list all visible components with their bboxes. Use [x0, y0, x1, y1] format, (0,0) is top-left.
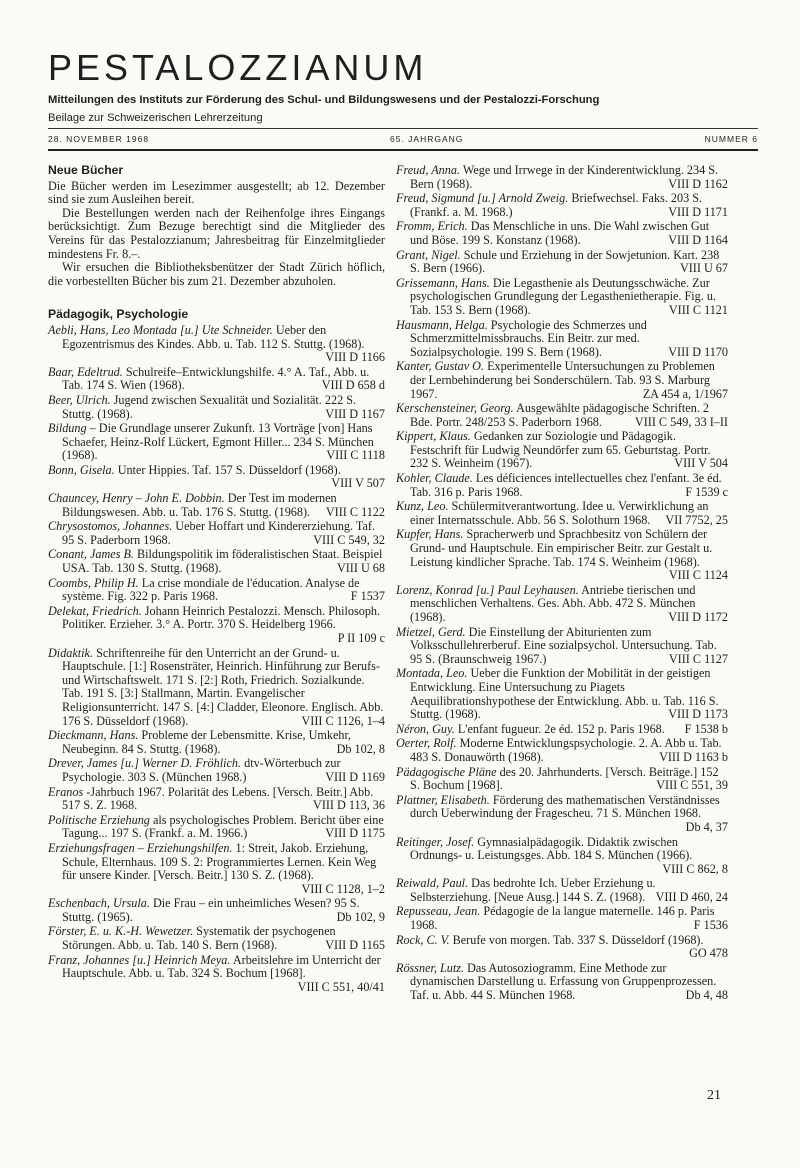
entry-text: Bildungspolitik im föderalistischen Staat. Beispiel USA. Tab. 130 S. Stuttg. (1968). [62, 547, 383, 576]
bibliography-entry [396, 319, 728, 360]
entry-shelfmark: VIII C 549, 32 [313, 532, 385, 547]
entry-shelfmark: VIII C 1121 [668, 302, 728, 317]
bibliography-entry [396, 277, 728, 318]
bibliography-entry [48, 492, 385, 519]
entry-text: Probleme der Lebensmitte. Krise, Umkehr, Neubeginn. 84 S. Stuttg. (1968). [62, 728, 352, 756]
entry-text: L'enfant fugueur. 2e éd. 152 p. Paris 1968. [457, 721, 665, 736]
bibliography-entry [48, 757, 385, 784]
bibliography-entry [48, 786, 385, 813]
new-books-heading: Neue Bücher [48, 163, 124, 177]
bibliography-entry [48, 647, 385, 729]
entry-text: Johann Heinrich Pestalozzi. Mensch. Philosoph. Politiker. Erzieher. 3.° A. Portr. 370 S. Heidelberg 1966. [62, 603, 381, 632]
entry-text: Die Frau – ein unheimliches Wesen? 95 S. Stuttg. (1965). [62, 896, 360, 924]
entry-shelfmark: P II 109 c [337, 631, 385, 645]
entry-author: Bonn, Gisela. [48, 462, 115, 477]
entry-author: Chrysostomos, Johannes. [48, 519, 173, 534]
entry-shelfmark: VIII D 460, 24 [655, 889, 728, 904]
entry-author: Franz, Johannes [u.] Heinrich Meya. [48, 952, 231, 967]
entry-shelfmark: VIII C 1127 [668, 651, 728, 666]
entry-text: – Die Grundlage unserer Zukunft. 13 Vorträge [von] Hans Schaefer, Heinz-Rolf Lückert, Egmont Hiller... 234 S. München (1968). [62, 421, 374, 463]
entry-author: Aebli, Hans, Leo Montada [u.] Ute Schneider. [48, 322, 273, 337]
bibliography-entry [48, 814, 385, 841]
journal-supplement: Beilage zur Schweizerischen Lehrerzeitung [48, 112, 263, 124]
entry-shelfmark: VIII D 1166 [325, 350, 385, 365]
entry-shelfmark: VIII D 1173 [668, 707, 728, 722]
entry-author: Néron, Guy. [396, 721, 455, 736]
bibliography-entry [48, 324, 385, 365]
left-entry-list [48, 324, 385, 995]
entry-author: Reiwald, Paul. [396, 876, 469, 891]
entry-shelfmark: VIII C 1122 [325, 504, 385, 519]
entry-text: Jugend zwischen Sexualität und Sozialität. 222 S. Stuttg. (1968). [62, 392, 357, 421]
entry-text: Arbeitslehre im Unterricht der Hauptschule. Abb. u. Tab. 324 S. Bochum [1968]. [62, 952, 381, 981]
entry-author: Reitinger, Josef. [396, 834, 475, 849]
entry-shelfmark: VIII D 1172 [668, 610, 728, 624]
entry-text: Schule und Erziehung in der Sowjetunion. Kart. 238 S. Bern (1966). [410, 247, 720, 276]
bibliography-entry [396, 528, 728, 582]
entry-author: Lorenz, Konrad [u.] Paul Leyhausen. [396, 582, 579, 597]
entry-author: Rössner, Lutz. [396, 960, 465, 975]
entry-author: Drever, James [u.] Werner D. Fröhlich. [48, 756, 242, 771]
entry-author: Baar, Edeltrud. [48, 364, 123, 379]
bibliography-entry [48, 366, 385, 393]
bibliography-entry [396, 934, 728, 961]
entry-text: Ueber den Egozentrismus des Kindes. Abb. u. Tab. 112 S. Stuttg. (1968). [62, 322, 365, 351]
entry-text: Spracherwerb und Sprachbesitz von Schülern der Grund- und Hauptschule. Ein empirischer Beitr. zur Gestalt u. Leistung kindlicher Sprache. Tab. 174 S. Weinheim (1968). [410, 527, 713, 569]
entry-text: dtv-Wörterbuch zur Psychologie. 303 S. (München 1968.) [62, 756, 341, 784]
entry-text: Psychologie des Schmerzes und Schmerzmittelmissbrauchs. Ein Beitr. zur med. Sozialpsychologie. 199 S. Bern (1968). [410, 317, 647, 359]
bibliography-entry [48, 605, 385, 646]
bibliography-entry [48, 394, 385, 421]
bibliography-entry [396, 962, 728, 1003]
bibliography-entry [396, 249, 728, 276]
entry-text: Ueber die Funktion der Mobilität in der geistigen Entwicklung. Eine Untersuchung zu Piagets Aequilibrationshypothese der Entwicklung. Abb. u. Tab. 116 S. Stuttg. (1968). [410, 666, 719, 722]
entry-text: Gymnasialpädagogik. Didaktik zwischen Ordnungs- u. Leistungsges. Abb. 184 S. München (1966). [410, 834, 693, 863]
entry-text: Berufe von morgen. Tab. 337 S. Düsseldorf (1968). [452, 932, 704, 947]
entry-author: Oerter, Rolf. [396, 736, 457, 751]
new-books-paragraph: Wir ersuchen die Bibliotheksbenützer der Stadt Zürich höflich, die vorbestellten Bücher bis zum 21. Dezember abzuholen. [48, 260, 385, 288]
bibliography-entry [396, 402, 728, 429]
entry-shelfmark: VIII D 1163 b [659, 749, 728, 764]
bibliography-entry [48, 548, 385, 575]
bibliography-entry [396, 500, 728, 527]
journal-title: PESTALOZZIANUM [48, 47, 428, 88]
entry-shelfmark: F 1536 [693, 918, 728, 933]
entry-shelfmark: VIII D 113, 36 [313, 798, 385, 813]
new-books-paragraph: Die Bestellungen werden nach der Reihenfolge ihres Eingangs berücksichtigt. Zum Bezuge berechtigt sind die Mitglieder des Vereins für das Pestalozzianum; Jahresbeitrag für Einzelmitglieder mindestens Fr. 8.–. [48, 205, 385, 261]
bibliography-entry [48, 729, 385, 756]
entry-author: Repusseau, Jean. [396, 904, 481, 919]
bibliography-entry [396, 723, 728, 737]
bibliography-entry [396, 737, 728, 764]
new-books-paragraph: Die Bücher werden im Lesezimmer ausgestellt; ab 12. Dezember sind sie zum Ausleihen bereit. [48, 178, 385, 207]
entry-author: Kupfer, Hans. [396, 527, 464, 542]
bibliography-entry [48, 925, 385, 952]
entry-shelfmark: VIII D 1170 [668, 344, 728, 359]
page-number: 21 [707, 1088, 721, 1103]
entry-shelfmark: Db 102, 8 [336, 741, 385, 756]
entry-text: des 20. Jahrhunderts. [Versch. Beiträge.] 152 S. Bochum [1968]. [410, 764, 719, 793]
bibliography-entry [396, 905, 728, 932]
entry-author: Montada, Leo. [396, 666, 468, 681]
bibliography-entry [48, 464, 385, 491]
bibliography-entry [396, 836, 728, 877]
entry-text: La crise mondiale de l'éducation. Analyse de système. Fig. 322 p. Paris 1968. [62, 575, 360, 604]
bibliography-entry [396, 626, 728, 667]
bibliography-entry [48, 842, 385, 896]
entry-shelfmark: VIII U 68 [336, 561, 385, 576]
issue-number: NUMMER 6 [704, 134, 758, 144]
entry-text: Unter Hippies. Taf. 157 S. Düsseldorf (1968). [117, 462, 341, 477]
entry-text: Das Menschliche in uns. Die Wahl zwischen Gut und Böse. 199 S. Konstanz (1968). [410, 219, 710, 247]
bibliography-entry [396, 360, 728, 401]
entry-author: Kohler, Claude. [396, 471, 473, 486]
entry-shelfmark: VIII C 551, 39 [656, 778, 728, 793]
bibliography-entry [396, 667, 728, 721]
entry-shelfmark: VIII C 551, 40/41 [297, 979, 385, 994]
entry-author: Kunz, Leo. [396, 499, 449, 514]
entry-author: Kippert, Klaus. [396, 429, 471, 444]
entry-author: Fromm, Erich. [396, 219, 468, 234]
entry-shelfmark: ZA 454 a, 1/1967 [642, 386, 728, 401]
entry-shelfmark: VIII D 1175 [325, 826, 385, 841]
entry-text: Ueber Hoffart und Kindererziehung. Taf. 95 S. Paderborn 1968. [62, 519, 376, 547]
entry-text: Das Autosoziogramm. Eine Methode zur dynamischen Darstellung u. Erfassung von Gruppenprozessen. Taf. u. Abb. 44 S. München 1968. [410, 960, 717, 1003]
entry-author: Pädagogische Pläne [396, 764, 497, 779]
right-entry-list [396, 164, 728, 1003]
entry-shelfmark: VIII C 1126, 1–4 [301, 713, 385, 728]
entry-text: Der Test im modernen Bildungswesen. Abb. u. Tab. 176 S. Stuttg. (1968). [62, 491, 337, 519]
right-column [396, 164, 728, 1004]
entry-text: Pédagogie de la langue maternelle. 146 p. Paris 1968. [410, 904, 715, 933]
entry-author: Kerschensteiner, Georg. [396, 401, 514, 416]
entry-shelfmark: Db 4, 37 [685, 819, 728, 834]
entry-shelfmark: Db 102, 9 [336, 909, 385, 924]
entry-author: Plattner, Elisabeth. [396, 792, 490, 807]
bibliography-entry [396, 584, 728, 625]
entry-author: Kanter, Gustav O. [396, 359, 485, 374]
entry-shelfmark: VIII D 1167 [325, 406, 385, 421]
entry-text: Schulreife–Entwicklungshilfe. 4.° A. Taf., Abb. u. Tab. 174 S. Wien (1968). [62, 364, 370, 393]
entry-shelfmark: VIII U 67 [679, 261, 728, 276]
entry-shelfmark: F 1537 [350, 589, 385, 604]
bibliography-entry [396, 794, 728, 835]
entry-author: Politische Erziehung [48, 812, 150, 827]
masthead [48, 48, 758, 124]
entry-shelfmark: VIII D 1169 [325, 769, 385, 784]
bibliography-entry [396, 877, 728, 904]
entry-author: Bildung [48, 421, 87, 436]
section-heading: Pädagogik, Psychologie [48, 307, 189, 322]
entry-author: Conant, James B. [48, 547, 134, 562]
bibliography-entry [396, 220, 728, 247]
issue-year: 65. JAHRGANG [390, 134, 464, 144]
entry-shelfmark: VIII D 1165 [325, 938, 385, 953]
entry-author: Mietzel, Gerd. [396, 624, 466, 639]
entry-text: Förderung des mathematischen Verständnisses durch Ueberwindung der Fragescheu. 71 S. München 1968. [410, 792, 720, 821]
bibliography-entry [48, 520, 385, 547]
entry-shelfmark: F 1539 c [685, 484, 728, 499]
entry-text: Experimentelle Untersuchungen zu Problemen der Lernbehinderung bei Sonderschülern. Tab. 93 S. Marburg 1967. [410, 359, 715, 401]
entry-shelfmark: VIII C 1128, 1–2 [301, 881, 385, 896]
entry-shelfmark: VIII C 549, 33 I–II [634, 414, 728, 429]
bibliography-entry [396, 430, 728, 471]
entry-author: Beer, Ulrich. [48, 392, 111, 407]
entry-shelfmark: VIII D 1162 [668, 176, 728, 191]
entry-text: Systematik der psychogenen Störungen. Abb. u. Tab. 140 S. Bern (1968). [62, 924, 336, 953]
entry-shelfmark: VIII D 1164 [668, 232, 728, 247]
entry-shelfmark: F 1538 b [684, 721, 728, 736]
bibliography-entry [396, 192, 728, 219]
entry-author: Didaktik. [48, 645, 94, 660]
entry-author: Chauncey, Henry – John E. Dobbin. [48, 491, 225, 506]
entry-text: Ausgewählte pädagogische Schriften. 2 Bde. Portr. 248/253 S. Paderborn 1968. [410, 401, 709, 429]
entry-shelfmark: VIII C 1118 [326, 448, 385, 463]
entry-text: Moderne Entwicklungspsychologie. 2. A. Abb u. Tab. 483 S. Donauwörth (1968). [410, 736, 722, 764]
bibliography-entry [48, 577, 385, 604]
entry-text: als psychologisches Problem. Bericht über eine Tagung... 197 S. (Frankf. a. M. 1966.) [62, 812, 384, 841]
entry-author: Grant, Nigel. [396, 247, 461, 262]
entry-author: Förster, E. u. K.-H. Wewetzer. [48, 924, 194, 939]
entry-shelfmark: VIII V 507 [331, 476, 385, 491]
entry-author: Eschenbach, Ursula. [48, 896, 150, 911]
entry-shelfmark: VIII C 1124 [668, 568, 728, 583]
entry-shelfmark: VIII D 658 d [321, 378, 385, 393]
entry-shelfmark: VIII C 862, 8 [662, 861, 728, 876]
entry-author: Dieckmann, Hans. [48, 728, 139, 743]
journal-subtitle: Mitteilungen des Instituts zur Förderung des Schul- und Bildungswesens und der Pestalozzi-Forschung [48, 94, 600, 106]
entry-author: Delekat, Friedrich. [48, 603, 142, 618]
entry-author: Erziehungsfragen – Erziehungshilfen. [48, 840, 233, 855]
entry-author: Hausmann, Helga. [396, 317, 488, 332]
entry-text: 1: Streit, Jakob. Erziehung, Schule, Elternhaus. 109 S. 2: Programmiertes Lernen. Kein Weg für unsere Kinder. [Versch. Beitr.] 130 S. Z. (1968). [62, 840, 377, 883]
entry-text: Les déficiences intellectuelles chez l'enfant. 3e éd. Tab. 316 p. Paris 1968. [410, 471, 722, 499]
entry-author: Rock, C. V. [396, 932, 450, 947]
bibliography-entry [48, 954, 385, 995]
entry-text: -Jahrbuch 1967. Polarität des Lebens. [Versch. Beitr.] Abb. 517 S. Z. 1968. [62, 784, 374, 813]
entry-text: Schülermitverantwortung. Idee u. Verwirklichung an einer Internatsschule. Abb. 56 S. Solothurn 1968. [410, 499, 709, 527]
entry-author: Grissemann, Hans. [396, 275, 490, 290]
issue-date: 28. NOVEMBER 1968 [48, 134, 150, 144]
entry-text: Briefwechsel. Faks. 203 S. (Frankf. a. M. 1968.) [410, 191, 703, 219]
entry-text: Die Einstellung der Abiturienten zum Volksschullehrerberuf. Eine sozialpsychol. Untersuchung. Tab. 95 S. (Braunschweig 1967.) [410, 624, 717, 666]
entry-author: Eranos [48, 784, 84, 799]
entry-shelfmark: VIII D 1171 [668, 204, 728, 219]
bibliography-entry [48, 897, 385, 924]
bibliography-entry [48, 422, 385, 463]
entry-shelfmark: GO 478 [689, 946, 728, 961]
entry-text: Die Legasthenie als Deutungsschwäche. Zur psychologischen Grundlegung der Legasthenietherapie. Fig. u. Tab. 153 S. Bern (1968). [410, 275, 716, 317]
entry-text: Gedanken zur Soziologie und Pädagogik. Festschrift für Ludwig Neundörfer zum 65. Geburtstag. Portr. 232 S. Weinheim (1967). [410, 429, 711, 471]
entry-text: Antriebe tierischen und menschlichen Verhaltens. Ges. Abh. Abb. 472 S. München (1968). [410, 582, 696, 624]
bibliography-entry [396, 472, 728, 499]
left-column [48, 164, 385, 995]
entry-author: Coombs, Philip H. [48, 575, 139, 590]
bibliography-entry [396, 164, 728, 191]
entry-text: Schriftenreihe für den Unterricht an der Grund- u. Hauptschule. [1:] Rosensträter, Heinrich. Hinführung zur Berufs- und Wirtschaftswelt. 171 S. [2:] Roth, Friedrich. Sozialkunde. Tab. 191 S. [3:] Stallmann, Martin. Evangelischer Religionsunterricht. 147 S. [4:] Cladder, Eleonore. Englisch. Abb. 176 S. Düsseldorf (1968). [62, 645, 384, 728]
entry-text: Wege und Irrwege in der Kinderentwicklung. 234 S. Bern (1968). [410, 163, 719, 191]
entry-shelfmark: VII 7752, 25 [665, 512, 728, 527]
entry-shelfmark: Db 4, 48 [685, 988, 728, 1003]
issue-bar [48, 128, 758, 151]
entry-author: Freud, Anna. [396, 163, 460, 177]
bibliography-entry [396, 766, 728, 793]
entry-text: Das bedrohte Ich. Ueber Erziehung u. Selbsterziehung. [Neue Ausg.] 144 S. Z. (1968). [410, 876, 656, 904]
entry-shelfmark: VIII V 504 [674, 456, 728, 471]
entry-author: Freud, Sigmund [u.] Arnold Zweig. [396, 191, 569, 206]
